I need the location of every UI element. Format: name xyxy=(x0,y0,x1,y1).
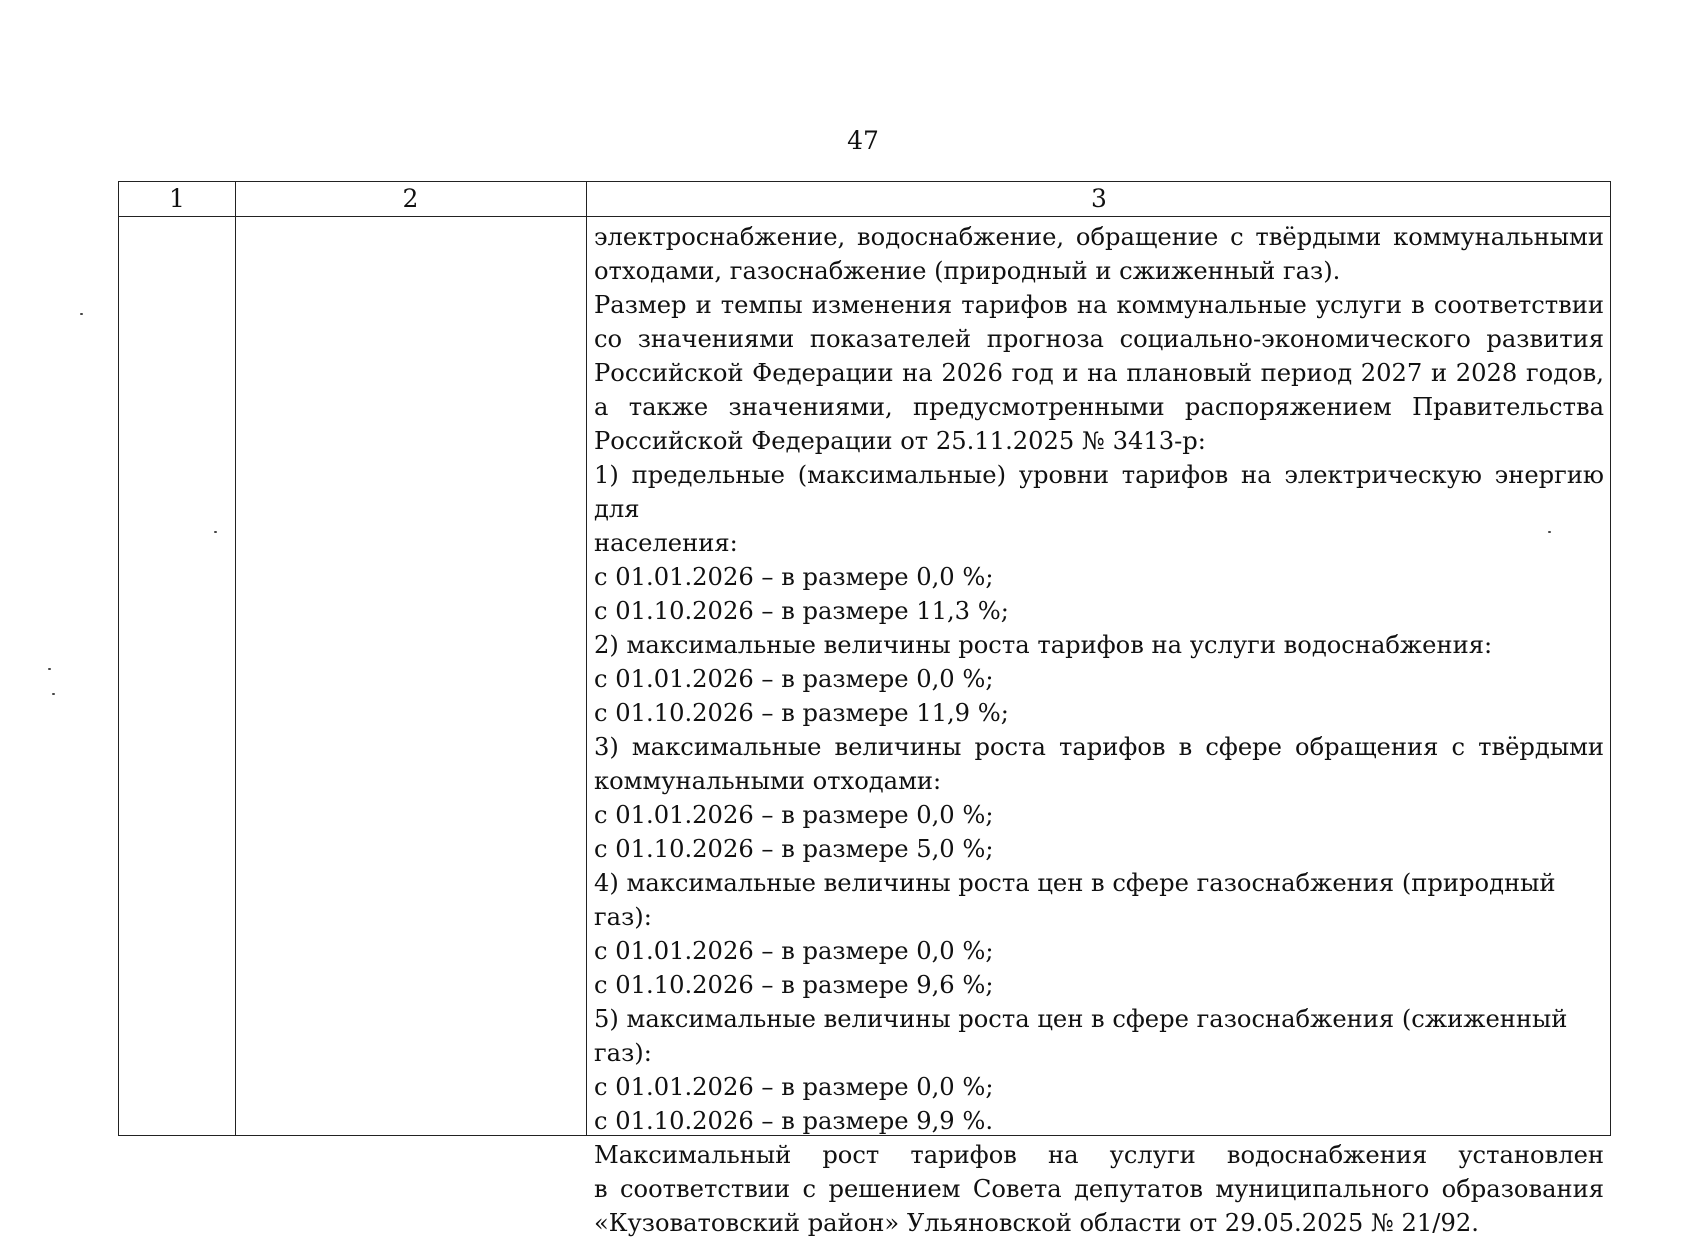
content-line: с 01.10.2026 – в размере 5,0 %; xyxy=(594,835,994,863)
scan-speck xyxy=(1548,531,1551,533)
content-line: с 01.10.2026 – в размере 9,6 %; xyxy=(594,971,994,999)
content-line: отходами, газоснабжение (природный и сжиженный газ). xyxy=(594,257,1341,285)
content-line: 5) максимальные величины роста цен в сфере газоснабжения (сжиженный газ): xyxy=(594,1005,1568,1067)
tariff-table xyxy=(118,181,1611,1237)
content-line: с 01.10.2026 – в размере 9,9 %. xyxy=(594,1107,994,1135)
column-3-content xyxy=(594,220,1604,1240)
content-line: электроснабжение, водоснабжение, обращение с твёрдыми коммунальными xyxy=(594,223,1604,251)
content-line: 3) максимальные величины роста тарифов в сфере обращения с твёрдыми xyxy=(594,733,1604,761)
content-line: со значениями показателей прогноза социально-экономического развития xyxy=(594,325,1604,353)
content-line: населения: xyxy=(594,529,738,557)
content-line: в соответствии с решением Совета депутатов муниципального образования xyxy=(594,1175,1604,1203)
content-line: 1) предельные (максимальные) уровни тарифов на электрическую энергию для xyxy=(594,461,1604,523)
content-line: «Кузоватовский район» Ульяновской области от 29.05.2025 № 21/92. xyxy=(594,1209,1479,1237)
content-line: с 01.01.2026 – в размере 0,0 %; xyxy=(594,563,994,591)
content-line: Максимальный рост тарифов на услуги водоснабжения установлен xyxy=(594,1141,1604,1169)
content-line: с 01.01.2026 – в размере 0,0 %; xyxy=(594,801,994,829)
content-line: с 01.10.2026 – в размере 11,9 %; xyxy=(594,699,1009,727)
content-line: Российской Федерации на 2026 год и на плановый период 2027 и 2028 годов, xyxy=(594,359,1604,387)
column-header-3: 3 xyxy=(1091,184,1107,213)
content-line: 4) максимальные величины роста цен в сфере газоснабжения (природный газ): xyxy=(594,869,1556,931)
content-line: а также значениями, предусмотренными распоряжением Правительства xyxy=(594,393,1604,421)
column-header-1: 1 xyxy=(169,184,185,213)
page-number: 47 xyxy=(847,126,879,155)
content-line: коммунальными отходами: xyxy=(594,767,942,795)
content-line: с 01.01.2026 – в размере 0,0 %; xyxy=(594,1073,994,1101)
header-divider xyxy=(119,216,1610,217)
content-line: Российской Федерации от 25.11.2025 № 3413-р: xyxy=(594,427,1206,455)
scan-speck xyxy=(48,668,51,670)
content-line: с 01.10.2026 – в размере 11,3 %; xyxy=(594,597,1009,625)
scan-speck xyxy=(52,693,55,695)
scan-speck xyxy=(80,313,83,315)
column-header-2: 2 xyxy=(402,184,419,213)
column-divider-2 xyxy=(586,182,587,1135)
content-line: с 01.01.2026 – в размере 0,0 %; xyxy=(594,665,994,693)
content-line: Размер и темпы изменения тарифов на коммунальные услуги в соответствии xyxy=(594,291,1604,319)
column-divider-1 xyxy=(235,182,236,1135)
scan-speck xyxy=(214,531,217,533)
content-line: 2) максимальные величины роста тарифов на услуги водоснабжения: xyxy=(594,631,1493,659)
content-line: с 01.01.2026 – в размере 0,0 %; xyxy=(594,937,994,965)
